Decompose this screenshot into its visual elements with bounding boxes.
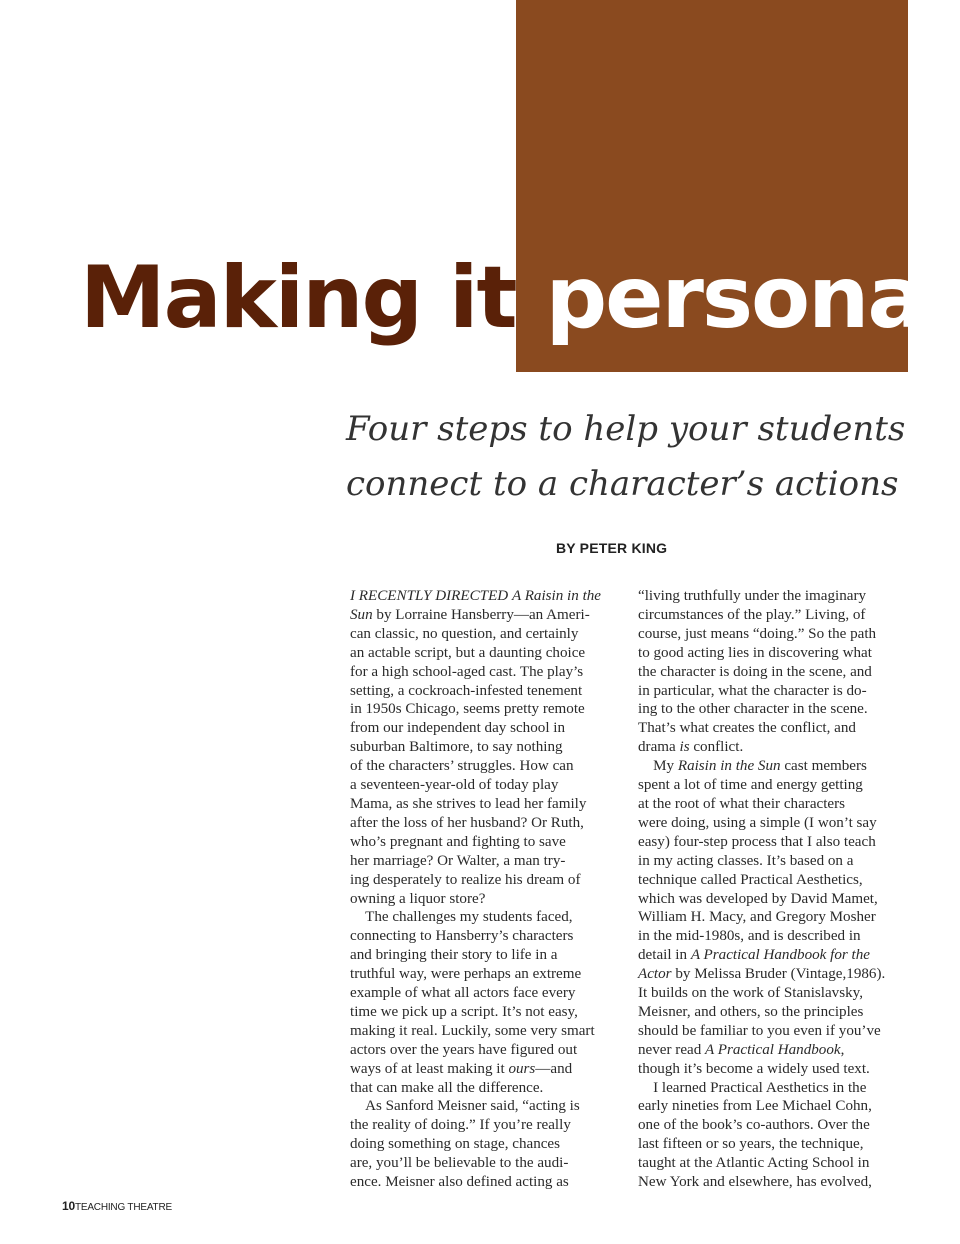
article-line	[638, 719, 906, 738]
article-line	[638, 1135, 906, 1154]
text-run: who’s pregnant and fighting to save	[350, 833, 566, 850]
text-run: an actable script, but a daunting choice	[350, 644, 586, 661]
article-line	[350, 1041, 618, 1060]
article-line	[638, 852, 906, 871]
text-run: My	[638, 758, 678, 775]
article-line	[638, 1079, 906, 1098]
text-run: never read	[638, 1041, 706, 1058]
italic-text: ours	[508, 1060, 536, 1077]
text-run: circumstances of the play.” Living, of	[638, 606, 866, 623]
article-line	[350, 700, 618, 719]
article-line	[350, 908, 618, 927]
text-run: the reality of doing.” If you’re really	[350, 1117, 571, 1134]
page-number: 10	[62, 1199, 75, 1213]
text-run: truthful way, were perhaps an extreme	[350, 966, 582, 983]
text-run: Meisner, and others, so the principles	[638, 1003, 864, 1020]
text-run: easy) four-step process that I also teach	[638, 833, 876, 850]
article-line	[638, 738, 906, 757]
text-run: actors over the years have figured out	[350, 1041, 578, 1058]
article-line	[638, 700, 906, 719]
subtitle-line-1: Four steps to help your students	[346, 409, 906, 449]
magazine-name: TEACHING THEATRE	[74, 1202, 172, 1213]
text-run: are, you’ll be believable to the audi-	[350, 1155, 569, 1172]
text-run: from our independent day school in	[350, 720, 566, 737]
article-line	[350, 719, 618, 738]
article-line	[350, 927, 618, 946]
article-line	[350, 587, 618, 606]
article-line	[638, 965, 906, 984]
article-line	[638, 1116, 906, 1135]
article-line	[638, 984, 906, 1003]
text-run: by Lorraine Hansberry—an Ameri-	[372, 606, 590, 623]
text-run: Mama, as she strives to lead her family	[350, 795, 587, 812]
text-run: should be familiar to you even if you’ve	[638, 1022, 881, 1039]
headline-part-2: personal	[545, 248, 951, 348]
article-line	[350, 1079, 618, 1098]
italic-text: Actor	[638, 966, 672, 983]
text-run: in particular, what the character is do-	[638, 682, 867, 699]
article-line	[350, 946, 618, 965]
subtitle-deck	[346, 402, 926, 512]
text-run: ,	[840, 1041, 845, 1058]
article-line	[350, 625, 618, 644]
italic-text: is	[679, 739, 690, 756]
article-line	[350, 814, 618, 833]
article-line	[638, 927, 906, 946]
text-run: detail in	[638, 947, 691, 964]
text-run: suburban Baltimore, to say nothing	[350, 739, 563, 756]
article-line	[638, 606, 906, 625]
subtitle-line-2: connect to a character’s actions	[346, 464, 899, 504]
text-run: —and	[535, 1060, 573, 1077]
article-line	[638, 890, 906, 909]
article-line	[638, 1022, 906, 1041]
text-run: can classic, no question, and certainly	[350, 625, 579, 642]
text-run: though it’s become a widely used text.	[638, 1060, 870, 1077]
article-line	[350, 757, 618, 776]
text-run: for a high school-aged cast. The play’s	[350, 663, 584, 680]
byline: BY PETER KING	[556, 540, 668, 556]
article-line	[638, 1003, 906, 1022]
text-run: early nineties from Lee Michael Cohn,	[638, 1098, 872, 1115]
article-column-left	[350, 587, 618, 1192]
italic-text: A Raisin in the	[511, 588, 602, 604]
article-line	[350, 852, 618, 871]
article-line	[350, 890, 618, 909]
article-line	[350, 833, 618, 852]
text-run: setting, a cockroach-infested tenement	[350, 682, 583, 699]
headline	[80, 238, 951, 358]
text-run: in my acting classes. It’s based on a	[638, 852, 854, 869]
article-line	[350, 1060, 618, 1079]
article-line	[350, 1116, 618, 1135]
text-run: “living truthfully under the imaginary	[638, 588, 867, 604]
italic-text: A Practical Handbook for the	[690, 947, 870, 964]
italic-text: Raisin in the Sun	[677, 758, 781, 775]
text-run: of the characters’ struggles. How can	[350, 758, 574, 775]
article-line	[638, 663, 906, 682]
article-line	[638, 644, 906, 663]
article-line	[350, 1003, 618, 1022]
italic-text: A Practical Handbook	[705, 1041, 841, 1058]
article-line	[350, 682, 618, 701]
article-line	[638, 908, 906, 927]
text-run: course, just means “doing.” So the path	[638, 625, 877, 642]
article-line	[638, 814, 906, 833]
article-line	[638, 1097, 906, 1116]
article-line	[350, 1135, 618, 1154]
article-line	[350, 1022, 618, 1041]
text-run: owning a liquor store?	[350, 890, 486, 907]
text-run: at the root of what their characters	[638, 795, 846, 812]
text-run: that can make all the difference.	[350, 1079, 544, 1096]
article-line	[638, 946, 906, 965]
text-run: after the loss of her husband? Or Ruth,	[350, 814, 584, 831]
text-run: last fifteen or so years, the technique,	[638, 1136, 864, 1153]
text-run: It builds on the work of Stanislavsky,	[638, 985, 863, 1002]
article-line	[350, 965, 618, 984]
article-line	[350, 1154, 618, 1173]
text-run: ence. Meisner also defined acting as	[350, 1174, 569, 1191]
text-run: ing desperately to realize his dream of	[350, 871, 581, 888]
article-line	[638, 1173, 906, 1192]
text-run: and bringing their story to life in a	[350, 947, 558, 964]
text-run: the character is doing in the scene, and	[638, 663, 872, 680]
article-line	[350, 776, 618, 795]
article-line	[350, 738, 618, 757]
article-line	[350, 984, 618, 1003]
text-run: taught at the Atlantic Acting School in	[638, 1155, 870, 1172]
text-run: doing something on stage, chances	[350, 1136, 561, 1153]
article-line	[350, 606, 618, 625]
page-footer	[62, 1199, 172, 1213]
article-line	[638, 871, 906, 890]
text-run: time we pick up a script. It’s not easy,	[350, 1003, 578, 1020]
text-run: New York and elsewhere, has evolved,	[638, 1174, 872, 1191]
text-run: The challenges my students faced,	[350, 909, 573, 926]
text-run: by Melissa Bruder (Vintage,1986).	[671, 966, 886, 983]
article-line	[350, 871, 618, 890]
text-run: That’s what creates the conflict, and	[638, 720, 856, 737]
text-run: in the mid-1980s, and is described in	[638, 928, 861, 945]
article-line	[638, 682, 906, 701]
text-run: which was developed by David Mamet,	[638, 890, 878, 907]
article-line	[638, 625, 906, 644]
article-line	[638, 587, 906, 606]
text-run: in 1950s Chicago, seems pretty remote	[350, 701, 585, 718]
text-run: spent a lot of time and energy getting	[638, 777, 863, 794]
article-line	[638, 1154, 906, 1173]
text-run: making it real. Luckily, some very smart	[350, 1022, 595, 1039]
text-run: I learned Practical Aesthetics in the	[638, 1079, 867, 1096]
text-run: cast members	[780, 758, 867, 775]
text-run: William H. Macy, and Gregory Mosher	[638, 909, 876, 926]
article-line	[638, 795, 906, 814]
text-run: to good acting lies in discovering what	[638, 644, 872, 661]
text-run: one of the book’s co-authors. Over the	[638, 1117, 870, 1134]
text-run: ing to the other character in the scene.	[638, 701, 868, 718]
article-line	[350, 1097, 618, 1116]
text-run: ways of at least making it	[350, 1060, 509, 1077]
text-run: a seventeen-year-old of today play	[350, 777, 559, 794]
text-run: drama	[638, 739, 680, 756]
article-line	[638, 1041, 906, 1060]
article-line	[350, 795, 618, 814]
article-line	[350, 1173, 618, 1192]
text-run: technique called Practical Aesthetics,	[638, 871, 863, 888]
text-run: connecting to Hansberry’s characters	[350, 928, 574, 945]
italic-text: Sun	[350, 606, 373, 623]
text-run: conflict.	[689, 739, 744, 756]
article-line	[638, 776, 906, 795]
text-run: were doing, using a simple (I won’t say	[638, 814, 877, 831]
article-line	[638, 833, 906, 852]
text-run: As Sanford Meisner said, “acting is	[350, 1098, 580, 1115]
article-line	[638, 757, 906, 776]
text-run: example of what all actors face every	[350, 985, 576, 1002]
article-column-right	[638, 587, 906, 1192]
article-line	[350, 644, 618, 663]
text-run: her marriage? Or Walter, a man try-	[350, 852, 566, 869]
headline-part-1: Making it	[80, 248, 516, 348]
italic-text: I RECENTLY DIRECTED	[350, 588, 509, 604]
article-line	[638, 1060, 906, 1079]
article-line	[350, 663, 618, 682]
